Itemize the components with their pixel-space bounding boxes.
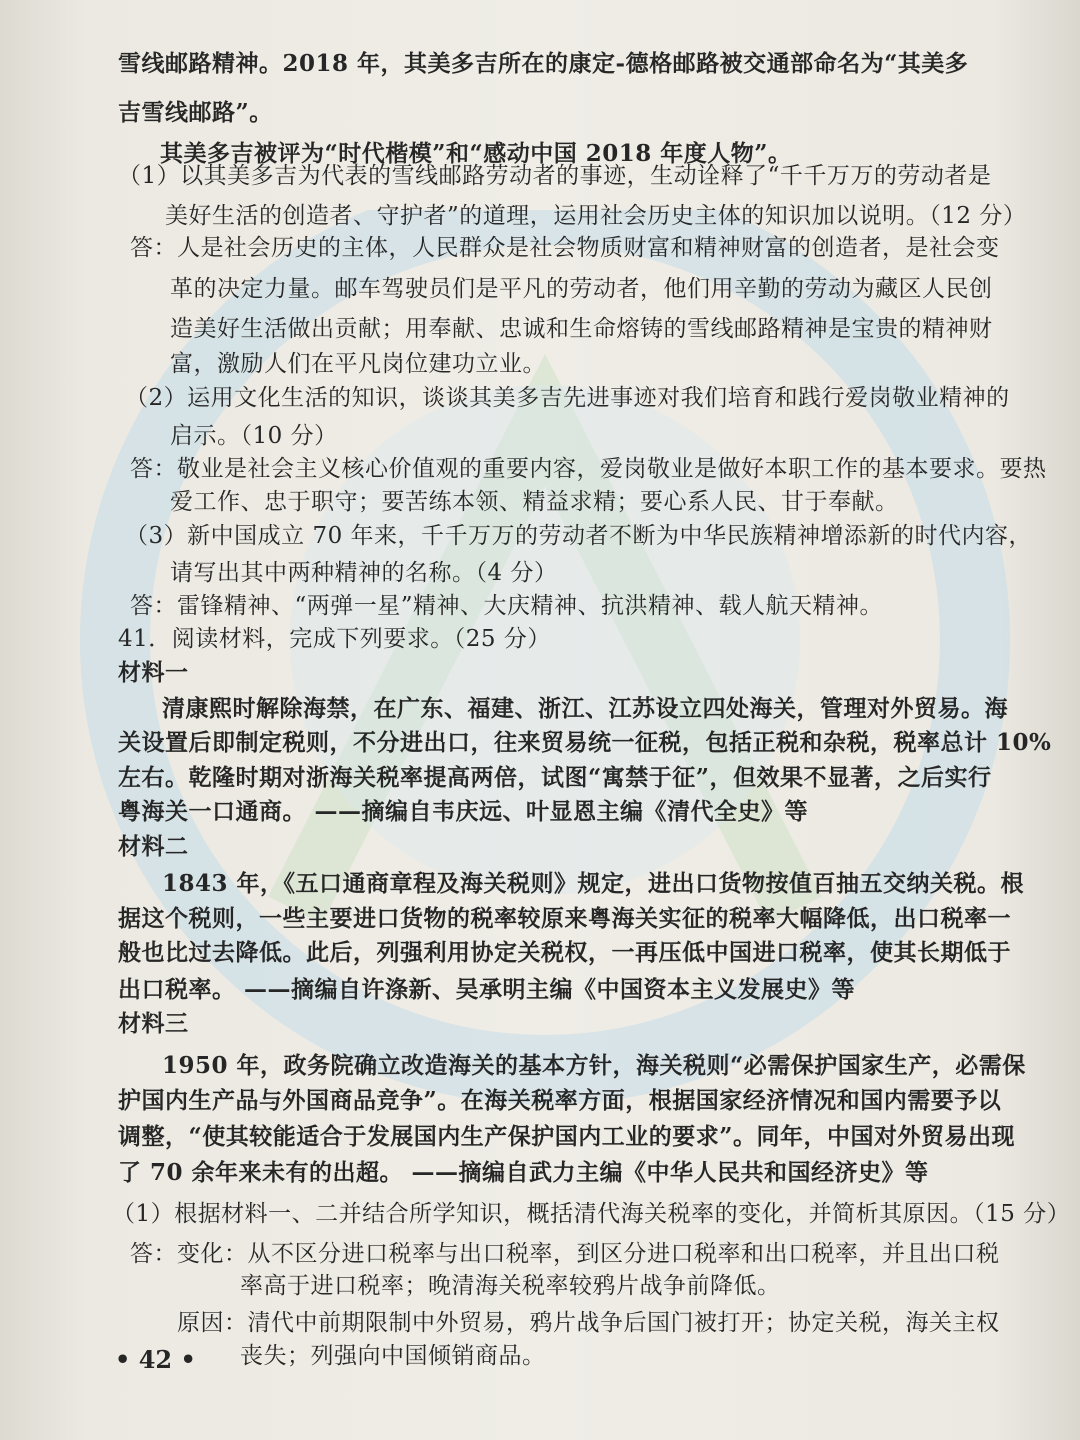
- text-line: 率高于进口税率；晚清海关税率较鸦片战争前降低。: [240, 1273, 781, 1299]
- text-line: 答：变化：从不区分进口税率与出口税率，到区分进口税率和出口税率，并且出口税: [130, 1241, 1000, 1267]
- text-line: 清康熙时解除海禁，在广东、福建、浙江、江苏设立四处海关，管理对外贸易。海: [162, 695, 1008, 722]
- text-line: （2）运用文化生活的知识，谈谈其美多吉先进事迹对我们培育和践行爱岗敬业精神的: [125, 385, 1010, 411]
- text-line: 粤海关一口通商。 ——摘编自韦庆远、叶显恩主编《清代全史》等: [118, 798, 809, 825]
- text-line: 了 70 余年来未有的出超。 ——摘编自武力主编《中华人民共和国经济史》等: [118, 1159, 929, 1186]
- text-line: 据这个税则，一些主要进口货物的税率较原来粤海关实征的税率大幅降低，出口税率一: [118, 905, 1011, 932]
- text-line: 护国内生产品与外国商品竞争”。在海关税率方面，根据国家经济情况和国内需要予以: [118, 1087, 1002, 1114]
- text-line: 原因：清代中前期限制中外贸易，鸦片战争后国门被打开；协定关税，海关主权: [177, 1310, 1000, 1336]
- page-number: • 42 •: [115, 1345, 196, 1374]
- text-line: 其美多吉被评为“时代楷模”和“感动中国 2018 年度人物”。: [160, 140, 792, 167]
- text-line: 材料二: [118, 833, 189, 860]
- text-line: 答：人是社会历史的主体，人民群众是社会物质财富和精神财富的创造者，是社会变: [130, 235, 1000, 261]
- text-line: 造美好生活做出贡献；用奉献、忠诚和生命熔铸的雪线邮路精神是宝贵的精神财: [170, 316, 993, 342]
- text-line: （1）以其美多吉为代表的雪线邮路劳动者的事迹，生动诠释了“千千万万的劳动者是: [118, 163, 992, 189]
- text-line: 材料一: [118, 659, 189, 686]
- text-line: 出口税率。 ——摘编自许涤新、吴承明主编《中国资本主义发展史》等: [118, 976, 856, 1003]
- text-line: 丧失；列强向中国倾销商品。: [240, 1343, 546, 1369]
- text-line: 答：雷锋精神、“两弹一星”精神、大庆精神、抗洪精神、载人航天精神。: [130, 593, 884, 619]
- text-line: 关设置后即制定税则，不分进出口，往来贸易统一征税，包括正税和杂税，税率总计 10%: [118, 729, 1052, 756]
- text-line: 吉雪线邮路”。: [118, 99, 273, 126]
- text-line: 左右。乾隆时期对浙海关税率提高两倍，试图“寓禁于征”，但效果不显著，之后实行: [118, 764, 992, 791]
- text-line: 爱工作、忠于职守；要苦练本领、精益求精；要心系人民、甘于奉献。: [170, 489, 899, 515]
- text-line: 调整，“使其较能适合于发展国内生产保护国内工业的要求”。同年，中国对外贸易出现: [118, 1123, 1015, 1150]
- text-line: 41．阅读材料，完成下列要求。（25 分）: [118, 626, 551, 652]
- text-line: 1950 年，政务院确立改造海关的基本方针，海关税则“必需保护国家生产，必需保: [162, 1052, 1026, 1079]
- text-line: （3）新中国成立 70 年来，千千万万的劳动者不断为中华民族精神增添新的时代内容，: [125, 523, 1033, 549]
- text-line: 1843 年，《五口通商章程及海关税则》规定，进出口货物按值百抽五交纳关税。根: [162, 870, 1025, 897]
- text-line: 革的决定力量。邮车驾驶员们是平凡的劳动者，他们用辛勤的劳动为藏区人民创: [170, 276, 993, 302]
- text-line: 请写出其中两种精神的名称。（4 分）: [170, 560, 558, 586]
- text-line: 富，激励人们在平凡岗位建功立业。: [170, 351, 546, 377]
- text-line: （1）根据材料一、二并结合所学知识，概括清代海关税率的变化，并简析其原因。（15 分）: [112, 1201, 1071, 1227]
- text-line: 启示。（10 分）: [170, 423, 338, 449]
- text-line: 美好生活的创造者、守护者”的道理，运用社会历史主体的知识加以说明。（12 分）: [165, 203, 1027, 229]
- text-line: 材料三: [118, 1010, 189, 1037]
- text-line: 答：敬业是社会主义核心价值观的重要内容，爱岗敬业是做好本职工作的基本要求。要热: [130, 456, 1047, 482]
- text-line: 雪线邮路精神。2018 年，其美多吉所在的康定-德格邮路被交通部命名为“其美多: [118, 50, 969, 77]
- text-line: 般也比过去降低。此后，列强利用协定关税权，一再压低中国进口税率，使其长期低于: [118, 939, 1011, 966]
